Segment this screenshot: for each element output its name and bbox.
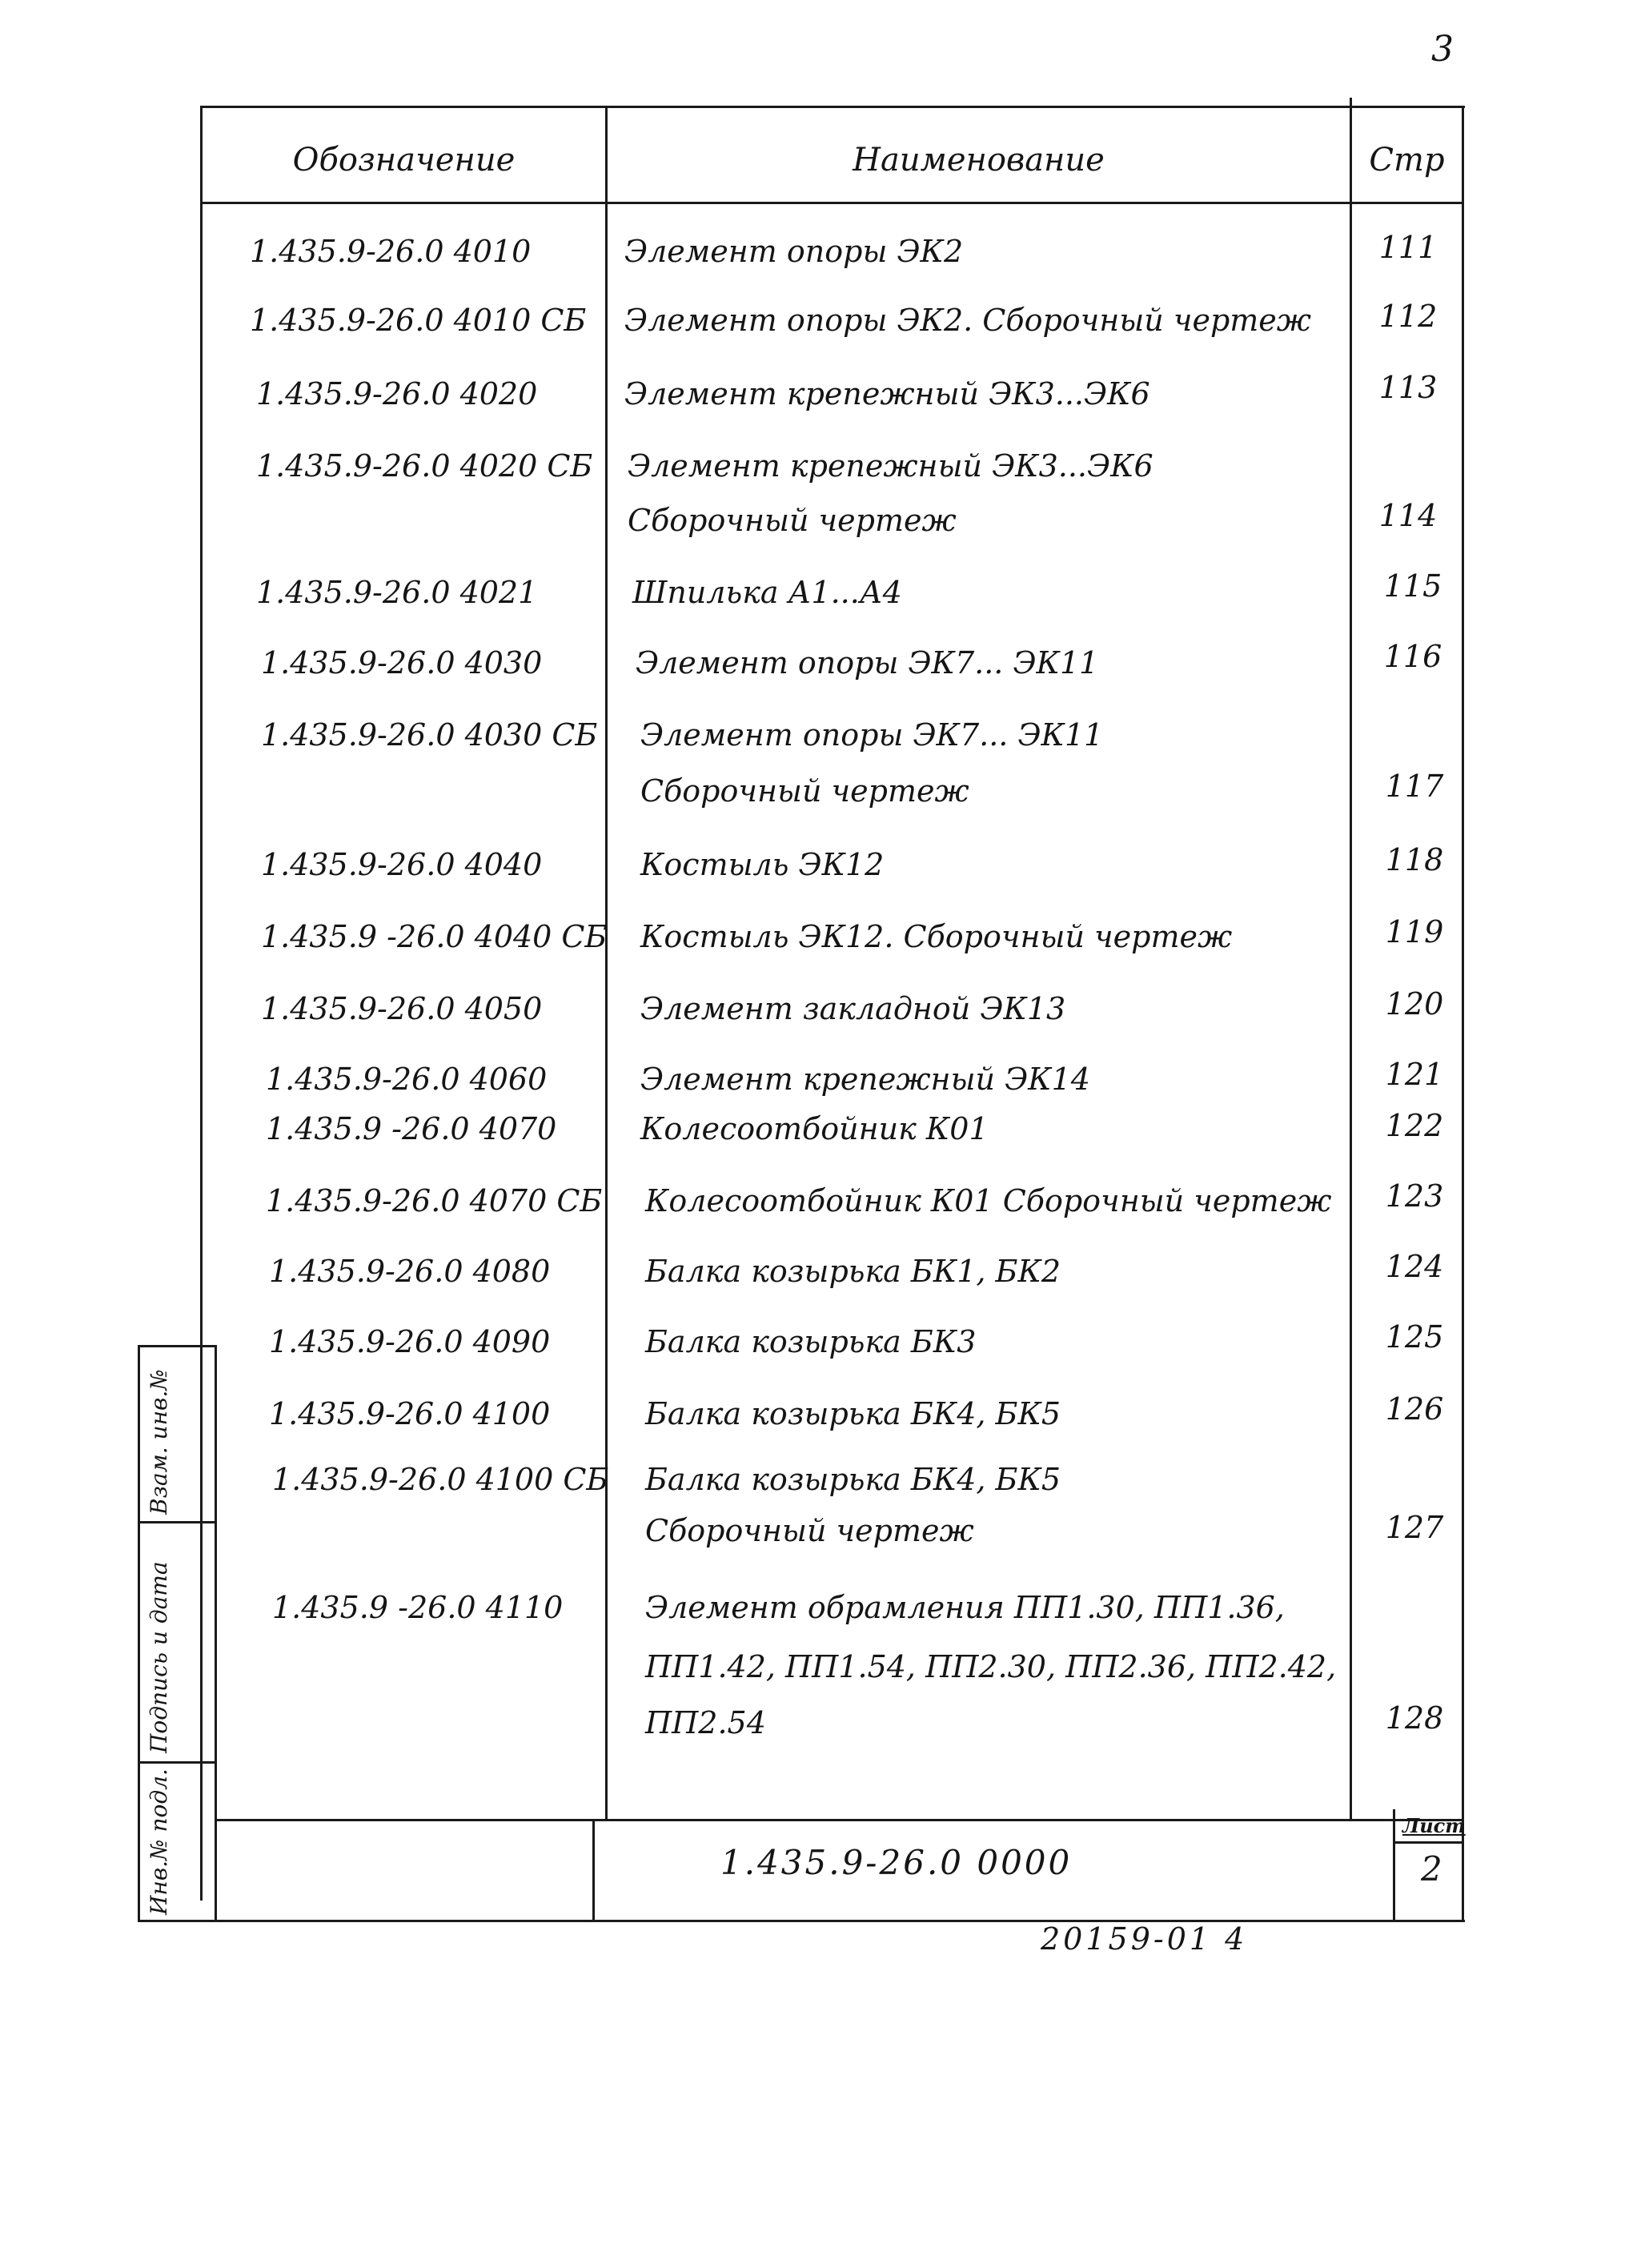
sheet-box-left [1393,1809,1395,1921]
frame-left-line [200,106,203,1901]
footer-code: 20159-01 4 [1041,1921,1248,1957]
row-code: 1.435.9-26.0 4020 [256,376,538,411]
row-code: 1.435.9-26.0 4070 СБ [266,1183,603,1218]
row-code: 1.435.9-26.0 4090 [269,1324,551,1359]
row-name: ПП1.42, ПП1.54, ПП2.30, ПП2.36, ПП2.42, [645,1649,1337,1684]
row-page: 116 [1383,639,1442,674]
side-strip-divider-2 [138,1761,215,1764]
stamp-divider [592,1819,595,1920]
column-divider-1 [605,106,608,1819]
row-name: Балка козырька БК3 [645,1324,977,1359]
side-strip-inner-line [215,1345,217,1921]
side-strip-left-line [138,1345,140,1921]
row-name: Костыль ЭК12 [640,847,885,882]
side-strip-divider-1 [138,1521,215,1523]
row-name: Элемент крепежный ЭК3...ЭК6 [624,376,1150,411]
side-label-inv-podl: Инв.№ подл. [146,1768,172,1915]
row-name: Элемент обрамления ПП1.30, ПП1.36, [645,1590,1285,1625]
row-page: 128 [1385,1700,1444,1736]
row-name: Шпилька А1...А4 [632,575,902,610]
row-page: 111 [1378,230,1438,265]
row-name: Колесоотбойник К01 [640,1111,989,1146]
row-code: 1.435.9 -26.0 4040 СБ [261,919,608,954]
row-page: 126 [1385,1391,1444,1427]
row-page: 119 [1385,914,1444,949]
row-page: 123 [1385,1178,1444,1214]
row-page: 117 [1385,769,1444,804]
row-code: 1.435.9 -26.0 4110 [272,1590,564,1625]
row-code: 1.435.9-26.0 4060 [266,1062,548,1097]
header-name: Наименование [853,142,1105,179]
frame-right-line [1462,106,1464,1921]
side-label-vzam: Взам. инв.№ [146,1369,172,1515]
row-name: Элемент опоры ЭК2. Сборочный чертеж [624,303,1311,338]
sheet-box-mid [1393,1841,1463,1844]
row-name: Колесоотбойник К01 Сборочный чертеж [645,1183,1332,1218]
row-code: 1.435.9 -26.0 4070 [266,1111,557,1146]
row-page: 113 [1378,370,1438,405]
row-code: 1.435.9-26.0 4030 СБ [261,717,598,753]
header-designation: Обозначение [292,142,516,179]
row-code: 1.435.9-26.0 4080 [269,1254,551,1289]
header-bottom-line [200,202,1463,204]
row-code: 1.435.9-26.0 4040 [261,847,543,882]
row-page: 121 [1385,1057,1444,1092]
row-code: 1.435.9-26.0 4100 [269,1396,551,1431]
row-page: 122 [1385,1108,1444,1143]
row-code: 1.435.9-26.0 4050 [261,991,543,1026]
row-name: Костыль ЭК12. Сборочный чертеж [640,919,1233,954]
row-name: Элемент крепежный ЭК14 [640,1062,1090,1097]
row-name: Элемент опоры ЭК7... ЭК11 [640,717,1104,753]
page-number: 3 [1431,29,1454,70]
row-code: 1.435.9-26.0 4021 [256,575,538,610]
row-name: Балка козырька БК4, БК5 [645,1462,1061,1497]
row-code: 1.435.9-26.0 4010 СБ [250,303,587,338]
row-name: Сборочный чертеж [628,503,957,538]
row-name: ПП2.54 [645,1705,766,1740]
row-code: 1.435.9-26.0 4020 СБ [256,448,593,484]
row-name: Элемент опоры ЭК2 [624,234,964,269]
row-page: 127 [1385,1510,1444,1545]
row-name: Элемент крепежный ЭК3...ЭК6 [628,448,1154,484]
row-page: 114 [1378,498,1438,533]
row-page: 112 [1378,299,1438,334]
side-label-podpis: Подпись и дата [146,1561,172,1753]
row-code: 1.435.9-26.0 4100 СБ [272,1462,609,1497]
frame-top-line [200,106,1465,108]
row-page: 124 [1385,1249,1444,1284]
header-page: Стр [1369,142,1445,179]
row-name: Сборочный чертеж [640,773,969,809]
sheet-number: 2 [1421,1849,1442,1889]
row-page: 115 [1383,568,1442,604]
column-divider-2 [1350,98,1352,1819]
row-name: Элемент опоры ЭК7... ЭК11 [636,645,1099,680]
row-name: Элемент закладной ЭК13 [640,991,1066,1026]
row-name: Балка козырька БК4, БК5 [645,1396,1061,1431]
row-code: 1.435.9-26.0 4030 [261,645,543,680]
row-page: 118 [1385,842,1444,877]
row-code: 1.435.9-26.0 4010 [250,234,532,269]
row-name: Балка козырька БК1, БК2 [645,1254,1061,1289]
stamp-top-line [216,1819,1463,1821]
row-page: 125 [1385,1319,1444,1355]
row-page: 120 [1385,986,1444,1022]
row-name: Сборочный чертеж [645,1513,974,1548]
document-code: 1.435.9-26.0 0000 [720,1843,1073,1882]
side-strip-top-line [138,1345,215,1347]
stamp-bottom-line [138,1920,1465,1922]
sheet-label: Лист [1402,1814,1466,1837]
